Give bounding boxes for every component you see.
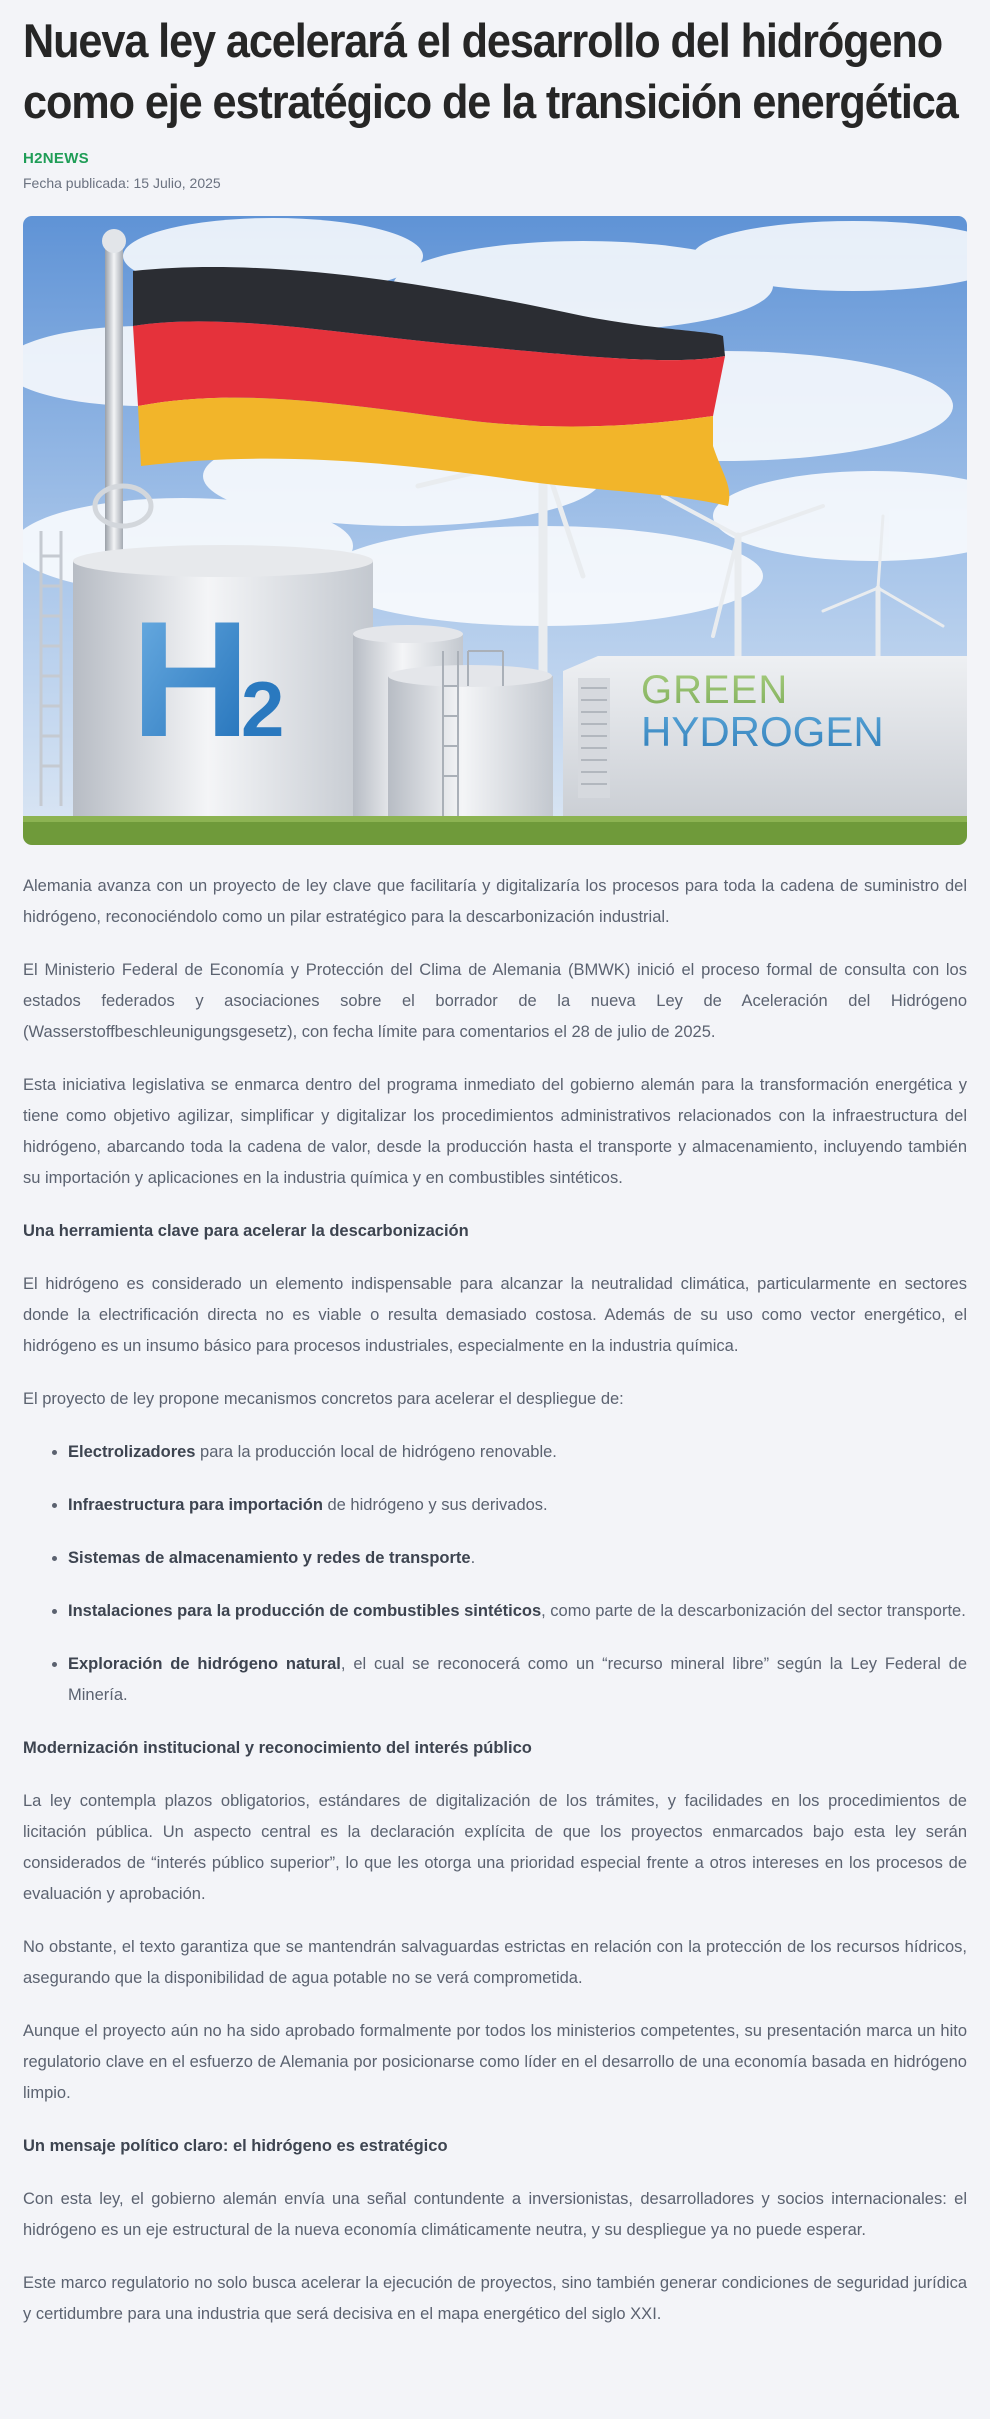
list-item: • Sistemas de almacenamiento y redes de transporte. — [68, 1543, 967, 1574]
section-heading-modernization: Modernización institucional y reconocimiento del interés público — [23, 1739, 532, 1757]
list-item: • Instalaciones para la producción de combustibles sintéticos, como parte de la descarbonización del sector transporte. — [68, 1596, 967, 1627]
intro-paragraph-3: Esta iniciativa legislativa se enmarca dentro del programa inmediato del gobierno alemán para la transformación energética y tiene como objetivo agilizar, simplificar y digitalizar los procedimientos administrativos relacionados con la infraestructura del hidrógeno, abarcando toda la cadena de valor, desde la producción hasta el transporte y almacenamiento, incluyendo también su importación y aplicaciones en la industria química y en combustibles sintéticos. — [23, 1076, 967, 1187]
section2-paragraph-2: No obstante, el texto garantiza que se mantendrán salvaguardas estrictas en relación con la protección de los recursos hídricos, asegurando que la disponibilidad de agua potable no se verá comprometida. — [23, 1938, 967, 1987]
section-heading-decarbonization: Una herramienta clave para acelerar la descarbonización — [23, 1222, 469, 1240]
list-item: • Infraestructura para importación de hidrógeno y sus derivados. — [68, 1490, 967, 1521]
section1-paragraph-1: El hidrógeno es considerado un elemento indispensable para alcanzar la neutralidad climática, particularmente en sectores donde la electrificación directa no es viable o resulta demasiado costosa. Además de su uso como vector energético, el hidrógeno es un insumo básico para procesos industriales, especialmente en la industria química. — [23, 1275, 967, 1355]
list-item: • Electrolizadores para la producción local de hidrógeno renovable. — [68, 1437, 967, 1468]
publish-date: Fecha publicada: 15 Julio, 2025 — [23, 175, 221, 191]
h2-subscript: 2 — [241, 665, 285, 753]
section2-paragraph-1: La ley contempla plazos obligatorios, estándares de digitalización de los trámites, y facilidades en los procedimientos de licitación pública. Un aspecto central es la declaración explícita de que los proyectos enmarcados bajo esta ley serán considerados de “interés público superior”, lo que les otorga una prioridad especial frente a otros intereses en los procesos de evaluación y aprobación. — [23, 1792, 967, 1903]
section-heading-political-message: Un mensaje político claro: el hidrógeno es estratégico — [23, 2137, 448, 2155]
green-label: GREEN — [641, 668, 789, 712]
intro-paragraph-2: El Ministerio Federal de Economía y Protección del Clima de Alemania (BMWK) inició el proceso formal de consulta con los estados federados y asociaciones sobre el borrador de la nueva Ley de Aceleración del Hidrógeno (Wasserstoffbeschleunigungsgesetz), con fecha límite para comentarios el 28 de julio de 2025. — [23, 961, 967, 1041]
section3-paragraph-1: Con esta ley, el gobierno alemán envía una señal contundente a inversionistas, desarrolladores y socios internacionales: el hidrógeno es un eje estructural de la nueva economía climáticamente neutra, y su despliegue ya no puede esperar. — [23, 2190, 967, 2239]
source-link[interactable]: H2NEWS — [23, 150, 89, 167]
list-item: • Exploración de hidrógeno natural, el cual se reconocerá como un “recurso mineral libre” según la Ley Federal de Minería. — [68, 1649, 967, 1711]
section1-paragraph-2: El proyecto de ley propone mecanismos concretos para acelerar el despliegue de: — [23, 1390, 624, 1408]
section2-paragraph-3: Aunque el proyecto aún no ha sido aprobado formalmente por todos los ministerios competentes, su presentación marca un hito regulatorio clave en el esfuerzo de Alemania por posicionarse como líder en el desarrollo de una economía basada en hidrógeno limpio. — [23, 2022, 967, 2102]
section3-paragraph-2: Este marco regulatorio no solo busca acelerar la ejecución de proyectos, sino también generar condiciones de seguridad jurídica y certidumbre para una industria que será decisiva en el mapa energético del siglo XXI. — [23, 2274, 967, 2323]
mechanisms-list — [23, 1437, 967, 1711]
article-body — [23, 871, 967, 2330]
h2-letter: H — [131, 587, 251, 771]
intro-paragraph-1: Alemania avanza con un proyecto de ley clave que facilitaría y digitalizaría los procesos para toda la cadena de suministro del hidrógeno, reconociéndolo como un pilar estratégico para la descarbonización industrial. — [23, 877, 967, 926]
hero-image — [23, 216, 967, 845]
hydrogen-label: HYDROGEN — [641, 708, 884, 755]
article-title: Nueva ley acelerará el desarrollo del hidrógeno como eje estratégico de la transición energética — [23, 14, 958, 128]
